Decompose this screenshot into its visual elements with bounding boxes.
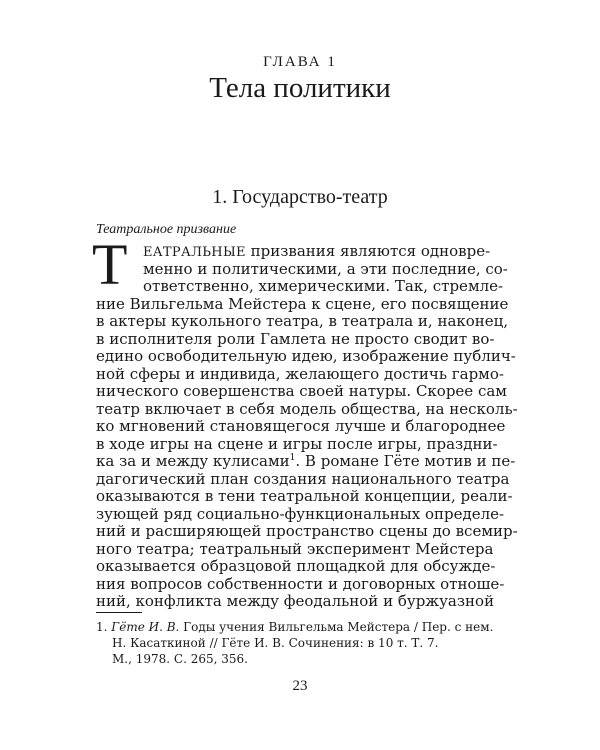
text-line: оказывается образцовой площадкой для обсужде- <box>96 557 496 575</box>
text-line: театр включает в себя модель общества, на несколь- <box>96 399 518 418</box>
text-line: ко мгновений становящегося лучше и благороднее <box>96 417 506 435</box>
text-line: менно и политическими, а эти последние, со- <box>143 259 508 278</box>
text-line: в ходе игры на сцене и игры после игры, праздни- <box>96 434 498 453</box>
text-line: оказываются в тени театральной концепции, реали- <box>96 487 513 505</box>
section-title: 1. Государство-театр <box>212 186 388 208</box>
text-line: ний и расширяющей пространство сцены до всемир- <box>96 522 518 540</box>
footnote-ref[interactable]: 1 <box>289 453 296 463</box>
page-number: 23 <box>292 678 308 694</box>
text-line: зующей ряд социально-функциональных определе- <box>96 504 505 523</box>
text-line: в исполнителя роли Гамлета не просто сводит во- <box>96 329 495 348</box>
text-line: едино освободительную идею, изображение публич- <box>96 347 516 365</box>
subsection-title: Театральное призвание <box>96 222 237 237</box>
text-line: ние Вильгельма Мейстера к сцене, его посвящение <box>96 294 509 313</box>
text-line: ния вопросов собственности и договорных отноше- <box>96 574 505 593</box>
text-line: ного театра; театральный эксперимент Мейстера <box>96 539 494 558</box>
footnote-line <box>96 620 493 634</box>
chapter-title: Тела политики <box>209 72 391 104</box>
drop-cap: Т <box>92 232 128 297</box>
text-line: нического совершенства своей натуры. Скорее сам <box>96 382 507 400</box>
first-word-smallcaps: ЕАТРАЛЬНЫЕ <box>143 245 246 260</box>
footnote-text: Годы учения Вильгельма Мейстера / Пер. с нем. <box>179 620 494 634</box>
text-line: ка за и между кулисами$^1$. В романе Гёте мотив и пе- <box>96 452 516 470</box>
text-line: ответственно, химерическими. Так, стремле- <box>143 277 504 295</box>
chapter-label: ГЛАВА 1 <box>263 54 337 70</box>
footnote-divider <box>96 612 142 613</box>
text-line: дагогический план создания национального театра <box>96 469 510 488</box>
text-line: в актеры кукольного театра, в театрала и, наконец, <box>96 312 509 330</box>
text-line: ний, конфликта между феодальной и буржуазной <box>96 592 495 610</box>
text-line: ной сферы и индивида, желающего достичь гармо- <box>96 364 504 383</box>
text-line: ЕАТРАЛЬНЫЕ призвания являются одновре- <box>143 242 491 260</box>
footnote-number: 1. <box>96 620 112 634</box>
footnote-author: Гёте И. В. <box>111 620 180 634</box>
footnote-line: Н. Касаткиной // Гёте И. В. Сочинения: в 10 т. Т. 7. <box>112 636 439 650</box>
footnote-line: М., 1978. С. 265, 356. <box>112 652 248 666</box>
